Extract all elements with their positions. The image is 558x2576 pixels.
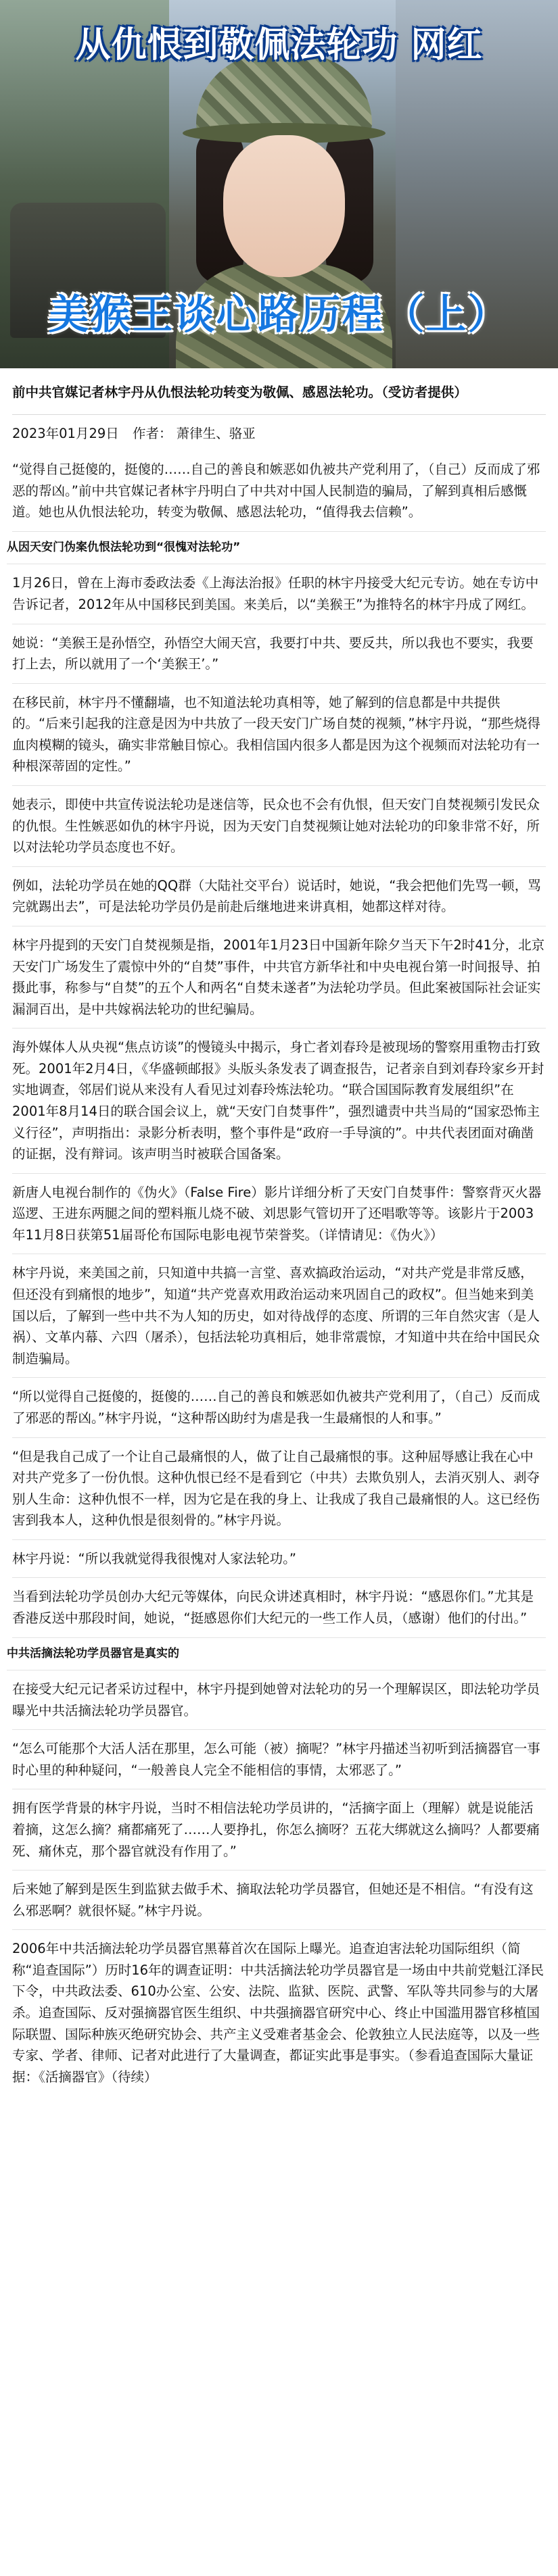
- section-2: [12, 1670, 546, 2096]
- article-date: 2023年01月29日: [12, 425, 119, 441]
- paragraph: 林宇丹提到的天安门自焚视频是指，2001年1月23日中国新年除夕当天下午2时41分，北京天安门广场发生了震惊中外的“自焚”事件，中共官方新华社和中央电视台第一时间报导、拍摄此事，称参与“自焚”的五个人和两名“自焚未遂者”为法轮功学员。但此案被国际社会证实漏洞百出，是中共嫁祸法轮功的世纪骗局。: [12, 926, 546, 1029]
- section-heading-2: 中共活摘法轮功学员器官是真实的: [7, 1638, 546, 1671]
- face: [223, 135, 345, 277]
- article-meta: [12, 415, 546, 451]
- paragraph: 例如，法轮功学员在她的QQ群（大陆社交平台）说话时，她说，“我会把他们先骂一顿，骂完就踢出去”，可是法轮功学员仍是前赴后继地进来讲真相，她都这样对待。: [12, 867, 546, 926]
- hero-title: 从仇恨到敬佩法轮功 网红: [75, 25, 483, 66]
- hero-subtitle: 美猴王谈心路历程（上）: [48, 291, 510, 339]
- hero-image: [0, 0, 558, 368]
- image-caption: 前中共官媒记者林宇丹从仇恨法轮功转变为敬佩、感恩法轮功。（受访者提供）: [12, 382, 546, 415]
- paragraph: 后来她了解到是医生到监狱去做手术、摘取法轮功学员器官，但她还是不相信。“有没有这么邪恶啊？就很怀疑。”林宇丹说。: [12, 1871, 546, 1930]
- paragraph: 新唐人电视台制作的《伪火》（False Fire）影片详细分析了天安门自焚事件：警察背灭火器巡逻、王进东两腿之间的塑料瓶儿烧不破、刘思影气管切开了还唱歌等等。该影片于2003年11月8日获第51届哥伦布国际电影电视节荣誉奖。（详情请见：《伪火》）: [12, 1174, 546, 1255]
- section-1: [12, 564, 546, 1637]
- paragraph: 1月26日，曾在上海市委政法委《上海法治报》任职的林宇丹接受大纪元专访。她在专访中告诉记者，2012年从中国移民到美国。来美后，以“美猴王”为推特名的林宇丹成了网红。: [12, 564, 546, 624]
- paragraph: 海外媒体人从央视“焦点访谈”的慢镜头中揭示，身亡者刘春玲是被现场的警察用重物击打致死。2001年2月4日，《华盛顿邮报》头版头条发表了调查报告，记者亲自到刘春玲家乡开封实地调查，邻居们说从来没有人看见过刘春玲炼法轮功。“联合国国际教育发展组织”在2001年8月14日的联合国会议上，就“天安门自焚事件”，强烈谴责中共当局的“国家恐怖主义行径”，声明指出：录影分析表明，整个事件是“政府一手导演的”。中共代表团面对确凿的证据，没有辩词。该声明当时被联合国备案。: [12, 1029, 546, 1173]
- paragraph: 在移民前，林宇丹不懂翻墙，也不知道法轮功真相等，她了解到的信息都是中共提供的。“后来引起我的注意是因为中共放了一段天安门广场自焚的视频，”林宇丹说，“那些烧得血肉模糊的镜头，确实非常触目惊心。我相信国内很多人都是因为这个视频而对法轮功有一种根深蒂固的定性。”: [12, 684, 546, 786]
- paragraph: 在接受大纪元记者采访过程中，林宇丹提到她曾对法轮功的另一个理解误区，即法轮功学员曝光中共活摘法轮功学员器官。: [12, 1670, 546, 1730]
- paragraph: 拥有医学背景的林宇丹说，当时不相信法轮功学员讲的，“活摘字面上（理解）就是说能活着摘，这怎么摘？痛都痛死了……人要挣扎，你怎么摘呀？五花大绑就这么摘吗？人都要痛死、痛休克，那个器官就没有作用了。”: [12, 1789, 546, 1871]
- article-body: [0, 368, 558, 2102]
- intro-section: [12, 451, 546, 532]
- paragraph: “怎么可能那个大活人活在那里，怎么可能（被）摘呢？”林宇丹描述当初听到活摘器官一事时心里的种种疑问，“一般善良人完全不能相信的事情，太邪恶了。”: [12, 1730, 546, 1789]
- paragraph: 她说：“美猴王是孙悟空，孙悟空大闹天宫，我要打中共、要反共，所以我也不要实，我要打上去，所以就用了一个‘美猴王’。”: [12, 624, 546, 684]
- paragraph: 她表示，即使中共宣传说法轮功是迷信等，民众也不会有仇恨，但天安门自焚视频引发民众的仇恨。生性嫉恶如仇的林宇丹说，因为天安门自焚视频让她对法轮功的印象非常不好，所以对法轮功学员态度也不好。: [12, 786, 546, 867]
- paragraph: “但是我自己成了一个让自己最痛恨的人，做了让自己最痛恨的事。这种屈辱感让我在心中对共产党多了一份仇恨。这种仇恨已经不是看到它（中共）去欺负别人，去消灭别人、剥夺别人生命：这种仇恨不一样，因为它是在我的身上、让我成了我自己最痛恨的人。这已经伤害到我本人，这种仇恨是很刻骨的。”林宇丹说。: [12, 1438, 546, 1540]
- paragraph: 林宇丹说，来美国之前，只知道中共搞一言堂、喜欢搞政治运动，“对共产党是非常反感，但还没有到痛恨的地步”，知道“共产党喜欢用政治运动来巩固自己的政权”。但当她来到美国以后，了解到一些中共不为人知的历史，如对待战俘的态度、所谓的三年自然灾害（是人祸）、文革内幕、六四（屠杀），包括法轮功真相后，她非常震惊，才知道中共在给中国民众制造骗局。: [12, 1254, 546, 1378]
- paragraph: “觉得自己挺傻的，挺傻的……自己的善良和嫉恶如仇被共产党利用了，（自己）反而成了邪恶的帮凶。”前中共官媒记者林宇丹明白了中共对中国人民制造的骗局，了解到真相后感慨道。她也从仇恨法轮功，转变为敬佩、感恩法轮功，“值得我去信赖”。: [12, 451, 546, 532]
- paragraph: 林宇丹说：“所以我就觉得我很愧对人家法轮功。”: [12, 1540, 546, 1579]
- paragraph: 当看到法轮功学员创办大纪元等媒体，向民众讲述真相时，林宇丹说：“感恩你们。”尤其是香港反送中那段时间，她说，“挺感恩你们大纪元的一些工作人员，（感谢）他们的付出。”: [12, 1578, 546, 1637]
- paragraph: “所以觉得自己挺傻的，挺傻的……自己的善良和嫉恶如仇被共产党利用了，（自己）反而成了邪恶的帮凶。”林宇丹说，“这种帮凶助纣为虐是我一生最痛恨的人和事。”: [12, 1378, 546, 1437]
- article-author: 作者： 萧律生、骆亚: [132, 425, 256, 441]
- section-heading-1: 从因天安门伪案仇恨法轮功到“很愧对法轮功”: [7, 532, 546, 565]
- paragraph: 2006年中共活摘法轮功学员器官黑幕首次在国际上曝光。追查迫害法轮功国际组织（简称“追查国际”）历时16年的调查证明：中共活摘法轮功学员器官是一场由中共前党魁江泽民下令，中共政法委、610办公室、公安、法院、监狱、医院、武警、军队等共同参与的大屠杀。追查国际、反对强摘器官医生组织、中共强摘器官研究中心、终止中国滥用器官移植国际联盟、国际种族灭绝研究协会、共产主义受难者基金会、伦敦独立人民法庭等，以及一些专家、学者、律师、记者对此进行了大量调查，都证实此事是事实。（参看追查国际大量证据：《活摘器官》（待续）: [12, 1941, 544, 2085]
